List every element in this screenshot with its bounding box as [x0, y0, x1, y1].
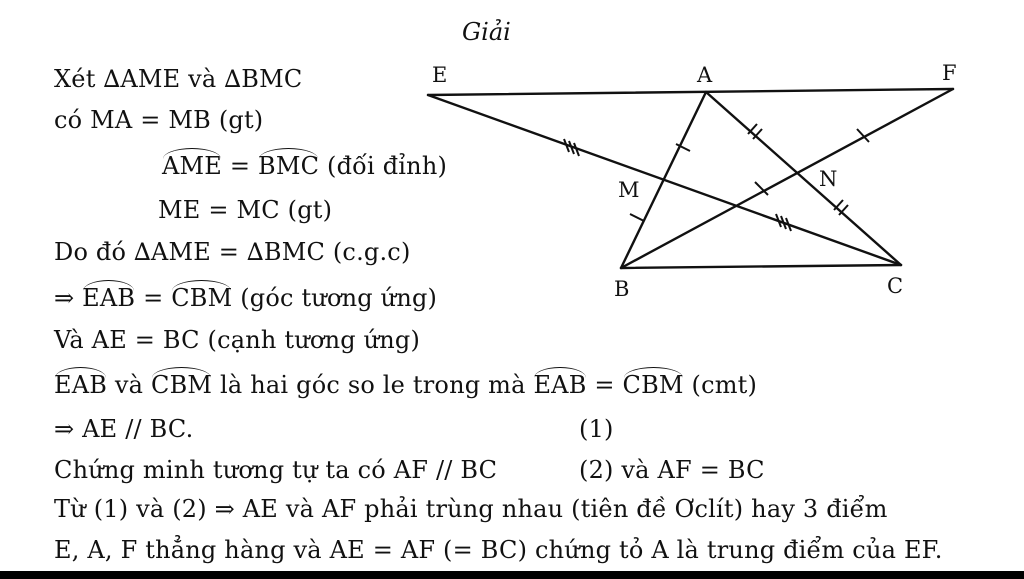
angle-EAB: EAB	[82, 284, 136, 312]
angle-CBM: CBM	[622, 371, 684, 399]
point-label-F: F	[942, 61, 957, 85]
point-label-M: M	[618, 178, 640, 202]
angle-CBM: CBM	[171, 284, 233, 312]
implies-symbol: ⇒	[54, 284, 83, 312]
point-label-B: B	[614, 277, 630, 301]
point-label-N: N	[819, 167, 838, 191]
reason-text: (đối đỉnh)	[319, 152, 448, 180]
statement-text: là hai góc so le trong mà	[212, 371, 534, 399]
proof-line-3	[162, 151, 447, 181]
equation-number-1: (1)	[579, 415, 614, 443]
point-label-C: C	[887, 274, 904, 298]
equals-sign: =	[586, 371, 623, 399]
reason-text: (cmt)	[683, 371, 758, 399]
equation-number-2: (2) và AF = BC	[579, 456, 765, 484]
proof-line-2: có MA = MB (gt)	[54, 106, 264, 134]
solution-title: Giải	[462, 18, 511, 46]
proof-line-8	[54, 370, 757, 400]
connector-text: và	[107, 371, 152, 399]
angle-BMC: BMC	[258, 152, 320, 180]
reason-text: (góc tương ứng)	[232, 284, 438, 312]
angle-AME: AME	[162, 152, 223, 180]
segment-AC	[706, 92, 901, 265]
point-label-E: E	[432, 63, 448, 87]
segment-BC	[621, 265, 901, 268]
proof-line-10: Chứng minh tương tự ta có AF // BC	[54, 456, 498, 484]
angle-EAB: EAB	[533, 371, 587, 399]
proof-line-9: ⇒ AE // BC.	[54, 415, 194, 443]
equals-sign: =	[135, 284, 172, 312]
bottom-border	[0, 571, 1024, 579]
segment-EF	[428, 89, 953, 95]
angle-CBM: CBM	[151, 371, 213, 399]
angle-EAB: EAB	[54, 371, 108, 399]
proof-line-1: Xét ∆AME và ∆BMC	[54, 65, 303, 93]
proof-line-6	[54, 283, 437, 313]
proof-line-11: Từ (1) và (2) ⇒ AE và AF phải trùng nhau (tiên đề Ơclít) hay 3 điểm	[54, 495, 888, 523]
proof-line-7: Và AE = BC (cạnh tương ứng)	[54, 326, 421, 354]
proof-line-5: Do đó ∆AME = ∆BMC (c.g.c)	[54, 238, 411, 266]
point-label-A: A	[697, 63, 713, 87]
proof-line-12: E, A, F thẳng hàng và AE = AF (= BC) chứng tỏ A là trung điểm của EF.	[54, 536, 943, 564]
equals-sign: =	[222, 152, 258, 180]
proof-line-4: ME = MC (gt)	[158, 196, 333, 224]
segment-BF	[621, 89, 953, 268]
